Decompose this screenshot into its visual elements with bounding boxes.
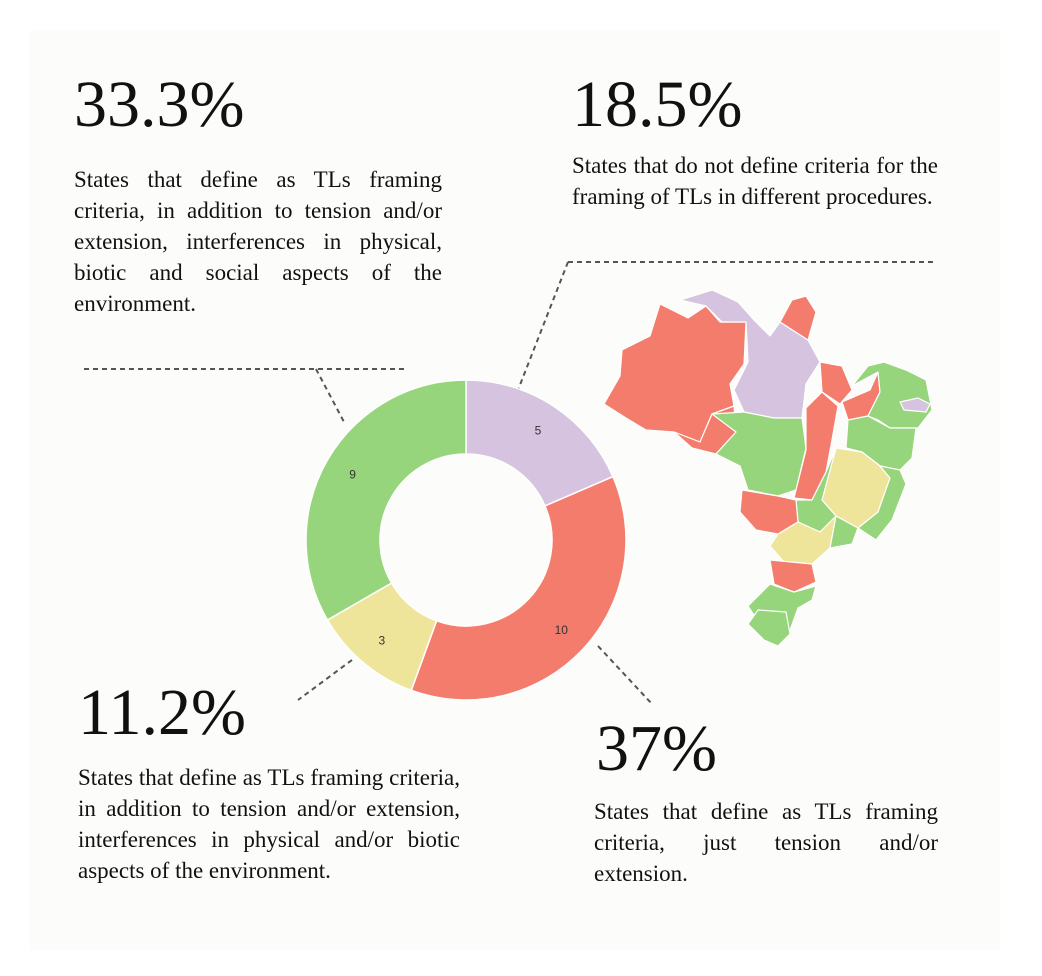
donut-slice-red	[411, 477, 626, 700]
red-description: States that define as TLs framing criteria, just tension and/or extension.	[594, 799, 938, 886]
slice-label-yellow: 3	[378, 633, 386, 648]
red-percentage: 37%	[596, 712, 717, 785]
leader-green	[84, 369, 406, 422]
donut-slice-green	[306, 380, 466, 620]
donut-chart	[306, 380, 626, 700]
yellow-percentage: 11.2%	[78, 676, 247, 749]
leader-yellow	[298, 660, 352, 700]
region-mato-grosso	[712, 412, 806, 496]
green-percentage: 33.3%	[74, 68, 245, 141]
slice-label-purple: 5	[534, 423, 542, 438]
yellow-description: States that define as TLs framing criteria, in addition to tension and/or extension, interferences in physical and/or biotic aspects of the environment.	[78, 765, 460, 883]
purple-description: States that do not define criteria for the framing of TLs in different procedures.	[572, 153, 938, 209]
slice-label-green: 9	[349, 467, 356, 482]
green-description: States that define as TLs framing criteria, in addition to tension and/or extension, interferences in physical, biotic and social aspects of the environment.	[74, 167, 442, 316]
purple-percentage: 18.5%	[572, 68, 743, 141]
leader-red	[598, 646, 652, 704]
slice-label-red: 10	[554, 622, 568, 637]
brazil-map-icon	[604, 290, 932, 646]
region-far-south	[748, 610, 790, 646]
